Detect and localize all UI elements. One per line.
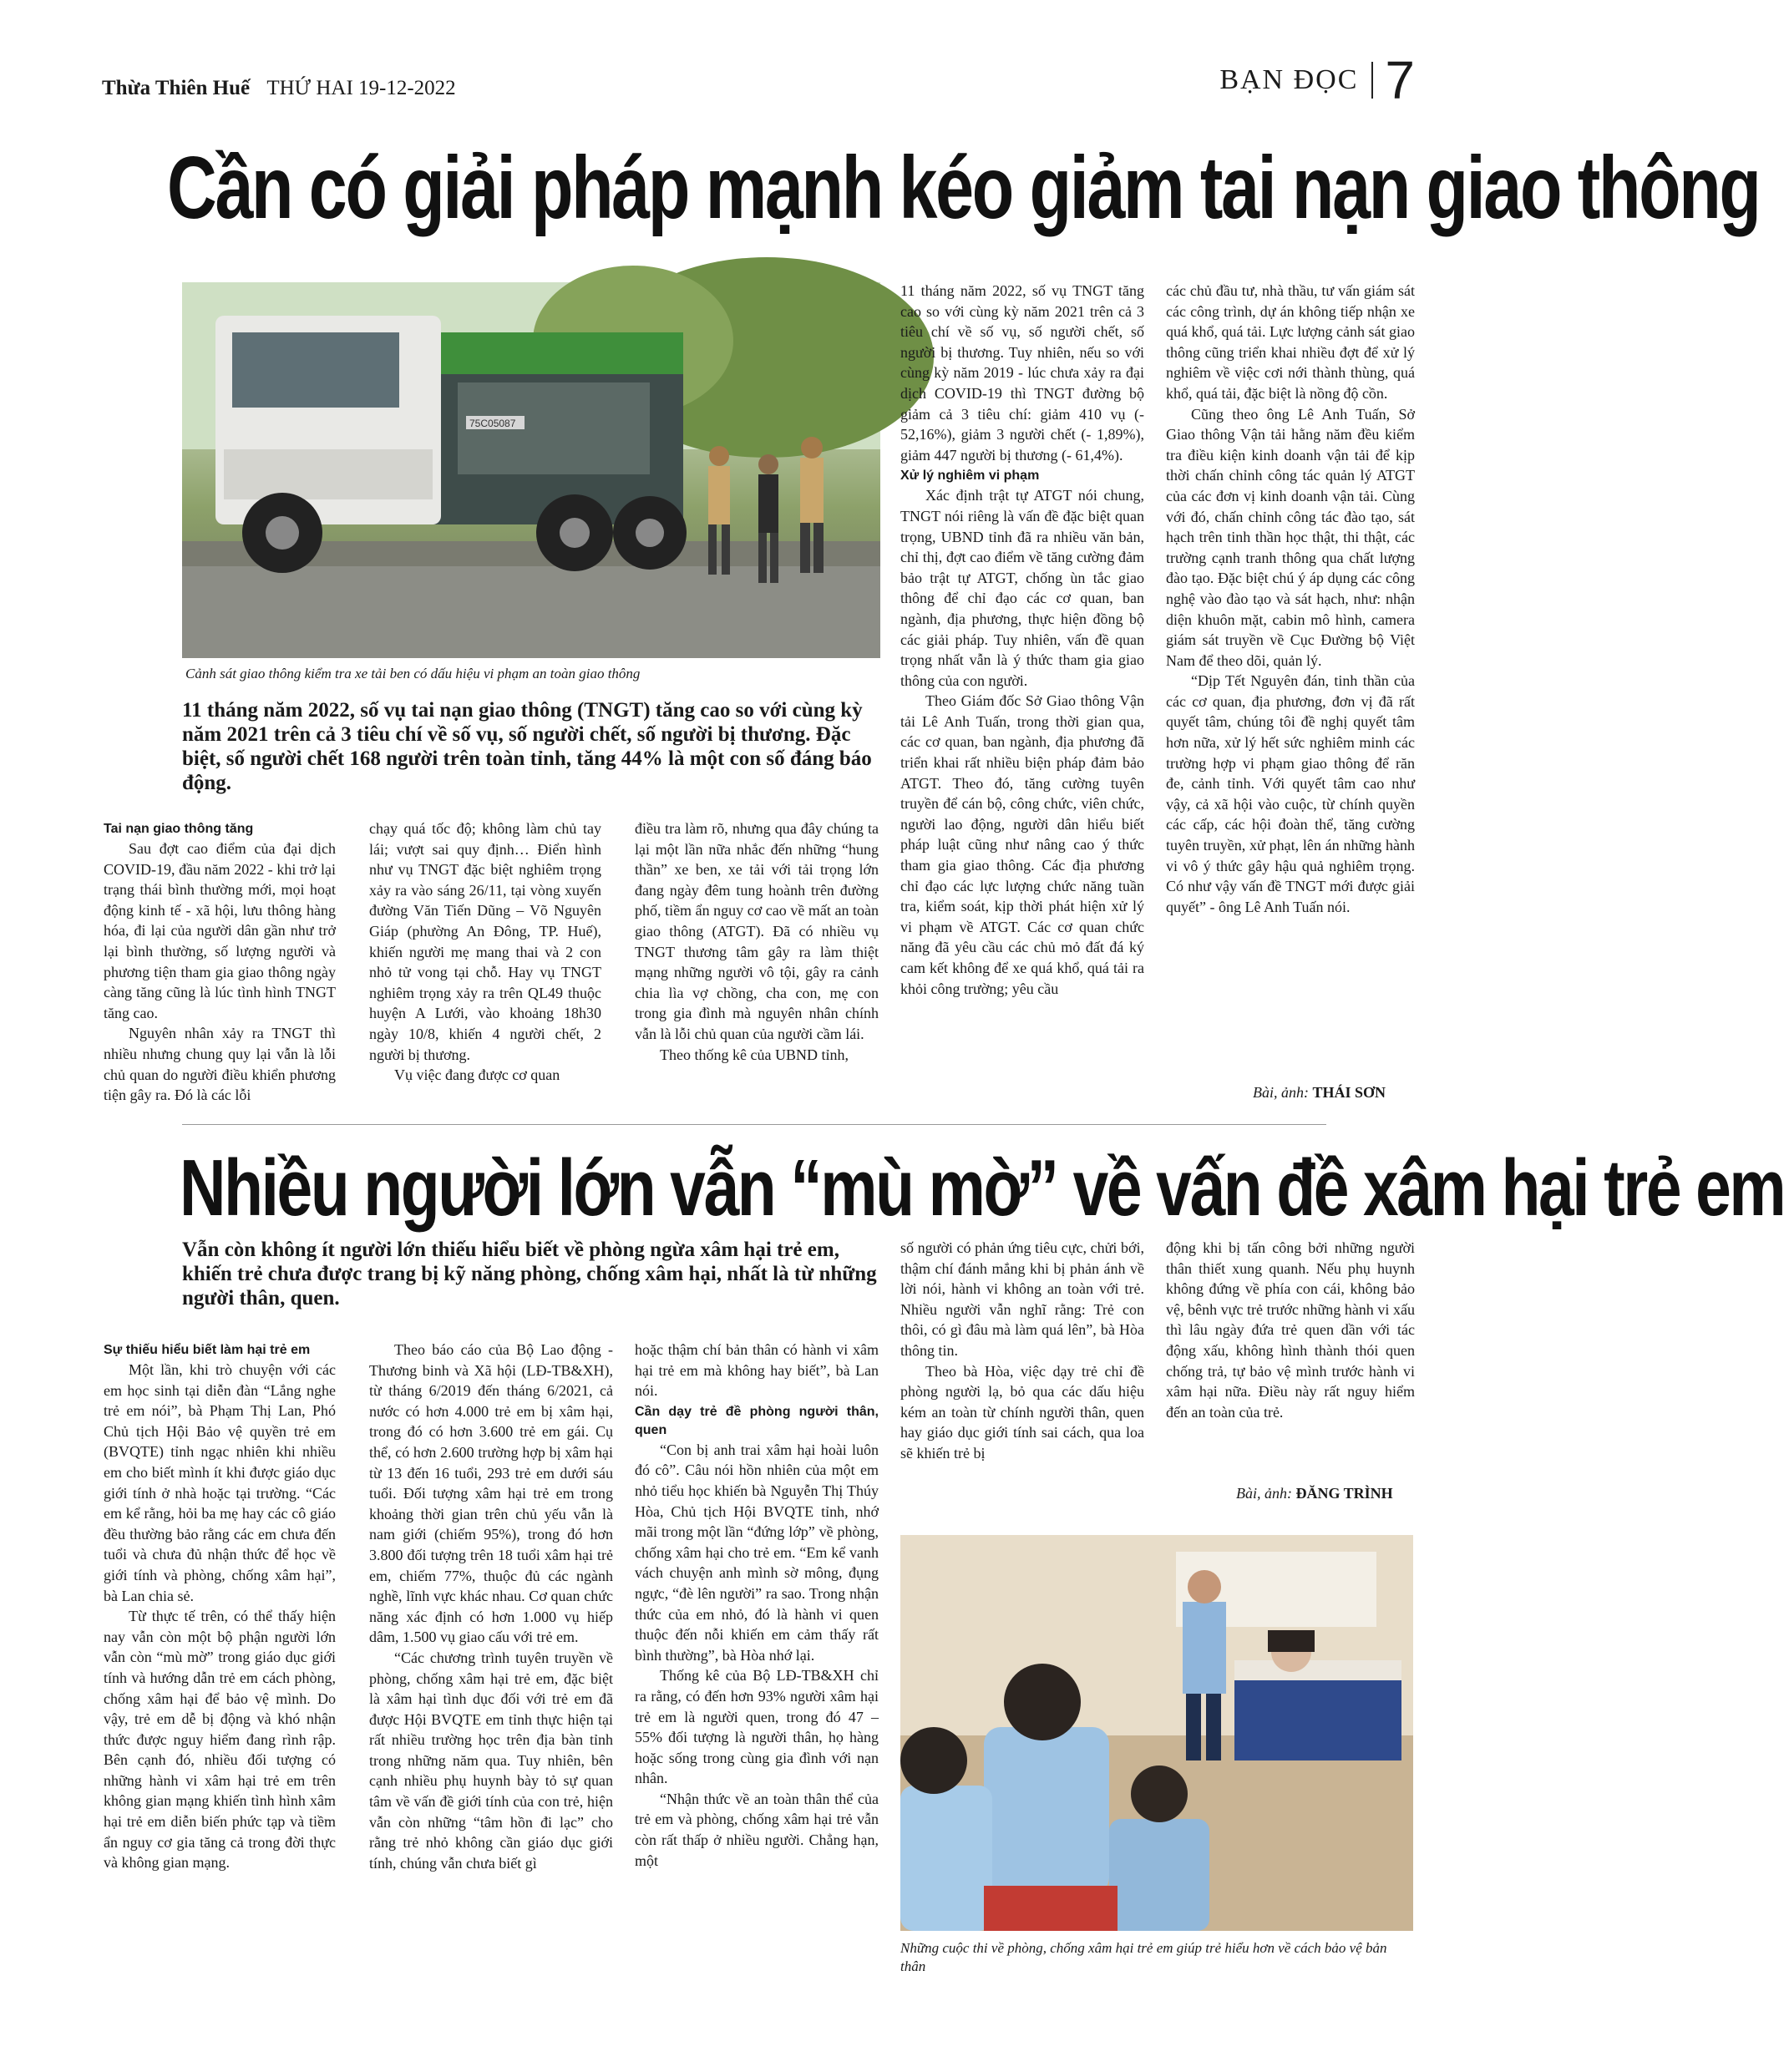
- paragraph: Một lần, khi trò chuyện với các em học sinh tại diễn đàn “Lắng nghe trẻ em nói”, bà Phạm Thị Lan, Phó Chủ tịch Hội Bảo vệ quyền trẻ em (BVQTE) tỉnh ngạc nhiên khi nhiều em cho biết mình ít khi được giáo dục giới tính ở nhà hoặc tại trường. “Các em kể rằng, hỏi ba mẹ hay các cô giáo đều thường bảo rằng các em chưa đến tuổi và chưa đủ nhận thức để học về giới tính và phòng, chống xâm hại”, bà Lan chia sẻ.: [104, 1361, 336, 1604]
- article2-column-5: [1166, 1238, 1415, 1422]
- subhead: Xử lý nghiêm vi phạm: [900, 469, 1040, 484]
- paper-name: Thừa Thiên Huế: [102, 77, 251, 99]
- paragraph: Xác định trật tự ATGT nói chung, TNGT nói riêng là vấn đề đặc biệt quan trọng, UBND tỉnh đã ra nhiều văn bản, chỉ thị, đợt cao điểm về tăng cường đảm bảo trật tự ATGT, chống ùn tắc giao thông để chỉ đạo các cơ quan, ban ngành, địa phương, thực hiện đồng bộ các giải pháp. Tuy nhiên, vấn đề quan trọng nhất vẫn là ý thức tham gia giao thông của con người.: [900, 487, 1144, 689]
- article1-headline: Cần có giải pháp mạnh kéo giảm tai nạn giao thông: [167, 139, 1760, 237]
- paragraph: điều tra làm rõ, nhưng qua đây chúng ta lại một lần nữa nhắc đến những “hung thần” xe ben, xe tải với tải trọng lớn đang ngày đêm tung hoành trên đường phố, tiềm ẩn nguy cơ cao về mất an toàn giao thông (ATGT). Đã có nhiều vụ TNGT thương tâm gây ra làm thiệt mạng những người vô tội, gây ra cảnh chia lìa vợ chồng, cha con, mẹ con trong gia đình mà nguyên nhân chính vẫn là lỗi chủ quan của người cầm lái.: [635, 820, 879, 1042]
- paragraph: Theo bà Hòa, việc dạy trẻ chỉ đề phòng người lạ, bỏ qua các dấu hiệu kém an toàn từ chính người thân, quen hay giáo dục giới tính sai cách, qua loa sẽ khiến trẻ bị: [900, 1362, 1144, 1462]
- subhead: Tai nạn giao thông tăng: [104, 822, 254, 836]
- article2-column-2: [369, 1340, 613, 1873]
- paragraph: Theo báo cáo của Bộ Lao động - Thương binh và Xã hội (LĐ-TB&XH), từ tháng 6/2019 đến tháng 6/2021, cả nước có hơn 4.000 trẻ em bị xâm hại, trong đó có hơn 3.600 trẻ em gái. Cụ thể, có hơn 2.600 trường hợp bị xâm hại từ 13 đến 16 tuổi, 293 trẻ em dưới sáu tuổi. Đối tượng xâm hại trẻ em trong khoảng thời gian trên chủ yếu vẫn là nam giới (chiếm 95%), trong đó hơn 3.800 đối tượng trên 18 tuổi xâm hại trẻ em, chiếm 77%, thuộc đủ các ngành nghề, lĩnh vực khác nhau. Cơ quan chức năng xác định có hơn 1.000 vụ hiếp dâm, 1.500 vụ giao cấu với trẻ em.: [369, 1341, 613, 1646]
- article2-photo-caption: Những cuộc thi về phòng, chống xâm hại trẻ em giúp trẻ hiểu hơn về cách bảo vệ bản thân: [900, 1940, 1387, 1974]
- subhead: Sự thiếu hiểu biết làm hại trẻ em: [104, 1343, 311, 1357]
- byline-author: THÁI SƠN: [1312, 1084, 1386, 1101]
- paragraph: Thống kê của Bộ LĐ-TB&XH chỉ ra rằng, có đến hơn 93% người xâm hại trẻ em là người quen, trong đó 47 – 55% đối tượng là người thân, họ hàng hoặc sống trong cùng gia đình với nạn nhân.: [635, 1667, 879, 1787]
- paragraph: “Dịp Tết Nguyên đán, tinh thần của các cơ quan, địa phương, đơn vị đã rất quyết tâm, chúng tôi đề nghị quyết tâm hơn nữa, xử lý hết sức nghiêm minh các trường hợp vi phạm giao thông để răn đe, cảnh tỉnh. Với quyết tâm cao như vậy, cả xã hội vào cuộc, từ chính quyền các cấp, các hội đoàn thể, tăng cường tuyên truyền, xử phạt, lên án những hành vi vô ý thức gây hậu quả nghiêm trọng. Có như vậy vấn đề TNGT mới được giải quyết” - ông Lê Anh Tuấn nói.: [1166, 672, 1415, 915]
- page-number: 7: [1385, 50, 1415, 110]
- section-name: BẠN ĐỌC: [1219, 62, 1373, 99]
- byline-label: Bài, ảnh:: [1253, 1084, 1309, 1101]
- paragraph: hoặc thậm chí bản thân có hành vi xâm hại trẻ em mà không hay biết”, bà Lan nói.: [635, 1341, 879, 1400]
- byline-label: Bài, ảnh:: [1236, 1485, 1292, 1502]
- masthead: [102, 77, 456, 100]
- paragraph: “Các chương trình tuyên truyền về phòng, chống xâm hại trẻ em, đặc biệt là xâm hại tình dục đối với trẻ em đã được Hội BVQTE em tỉnh thực hiện tại rất nhiều trường học trên địa bàn tỉnh trong những năm qua. Tuy nhiên, bên cạnh nhiều phụ huynh bày tỏ sự quan tâm về vấn đề giới tính của con trẻ, hiện vẫn còn những “tâm hồn đi lạc” cho rằng trẻ nhỏ không cần giáo dục giới tính, chúng vẫn chưa biết gì: [369, 1649, 613, 1872]
- subhead: Cần dạy trẻ đề phòng người thân, quen: [635, 1404, 879, 1437]
- paragraph: Theo Giám đốc Sở Giao thông Vận tải Lê Anh Tuấn, trong thời gian qua, các cơ quan, ban ngành, địa phương đã triển khai rất nhiều biện pháp đảm bảo ATGT. Theo đó, tăng cường tuyên truyền để cán bộ, công chức, viên chức, người lao động, người dân hiểu biết pháp luật cũng như nâng cao ý thức tham gia giao thông. Các địa phương chỉ đạo các lực lượng chức năng tuần tra, kiểm soát, kịp thời phát hiện xử lý vi phạm về ATGT. Các cơ quan chức năng đã yêu cầu các chủ mỏ đất đá ký cam kết không để xe quá khổ, quá tải ra khỏi công trường; yêu cầu: [900, 692, 1144, 997]
- students-photo: [900, 1535, 1413, 1931]
- paragraph: chạy quá tốc độ; không làm chủ tay lái; vượt sai quy định… Điển hình như vụ TNGT đặc biệt nghiêm trọng xảy ra vào sáng 26/11, tại vòng xuyến đường Văn Tiến Dũng – Võ Nguyên Giáp (phường An Đông, TP. Huế), khiến người mẹ mang thai và 2 con nhỏ tử vong tại chỗ. Hay vụ TNGT nghiêm trọng xảy ra trên QL49 thuộc huyện A Lưới, vào khoảng 18h30 ngày 10/8, khiến 4 người chết, 2 người bị thương.: [369, 820, 601, 1063]
- article1-column-5: [1166, 281, 1415, 917]
- truck-photo: [182, 282, 880, 658]
- article1-photo-caption: Cảnh sát giao thông kiểm tra xe tải ben có dấu hiệu vi phạm an toàn giao thông: [185, 666, 641, 681]
- article1-column-4: [900, 281, 1144, 999]
- article2-lead: Vẫn còn không ít người lớn thiếu hiểu biết về phòng ngừa xâm hại trẻ em, khiến trẻ chưa được trang bị kỹ năng phòng, chống xâm hại, nhất là từ những người thân, quen.: [182, 1239, 877, 1310]
- article1-lead: 11 tháng năm 2022, số vụ tai nạn giao thông (TNGT) tăng cao so với cùng kỳ năm 2021 trên cả 3 tiêu chí về số vụ, số người chết, số người bị thương. Đặc biệt, số người chết 168 người trên toàn tỉnh, tăng 44% là một con số đáng báo động.: [182, 699, 872, 794]
- paragraph: Sau đợt cao điểm của đại dịch COVID-19, đầu năm 2022 - khi trở lại trạng thái bình thường mới, mọi hoạt động kinh tế - xã hội, lưu thông hàng hóa, đi lại của người dân gần như trở lại bình thường, số lượng người và phương tiện tham gia giao thông ngày càng tăng cũng là lúc tình hình TNGT tăng cao.: [104, 840, 336, 1021]
- paragraph: động khi bị tấn công bởi những người thân thiết xung quanh. Nếu phụ huynh không đứng về phía con cái, không bảo vệ, bênh vực trẻ trước những hành vi xấu thì lâu ngày đứa trẻ quen dần với tác động xấu, không hình thành thói quen chống trả, tự bảo vệ mình trước hành vi xâm hại nữa. Điều này rất nguy hiểm đến an toàn của trẻ.: [1166, 1239, 1415, 1421]
- article1-byline: [1253, 1084, 1386, 1102]
- paragraph: 11 tháng năm 2022, số vụ TNGT tăng cao so với cùng kỳ năm 2021 trên cả 3 tiêu chí về số vụ, số người chết, số người bị thương. Tuy nhiên, nếu so với cùng kỳ năm 2019 - lúc chưa xảy ra đại dịch COVID-19 thì TNGT đường bộ giảm cả 3 tiêu chí: giảm 410 vụ (- 52,16%), giảm 3 người chết (- 1,89%), giảm 447 người bị thương (- 61,4%).: [900, 282, 1144, 464]
- article1-column-3: [635, 818, 879, 1065]
- paragraph: số người có phản ứng tiêu cực, chửi bới, thậm chí đánh mắng khi bị phản ánh về lời nói, hành vi không an toàn với trẻ. Nhiều người vẫn nghĩ rằng: Trẻ con thôi, có gì đâu mà làm quá lên”, bà Hòa thông tin.: [900, 1239, 1144, 1359]
- section-header: [1219, 50, 1415, 110]
- paragraph: “Con bị anh trai xâm hại hoài luôn đó cô”. Câu nói hồn nhiên của một em nhỏ tiểu học khiến bà Nguyễn Thị Thúy Hòa, Chủ tịch Hội BVQTE tỉnh, nhớ mãi trong một lần “đứng lớp” về phòng, chống xâm hại cho trẻ em. “Em kể vanh vách chuyện anh mình sờ mông, đụng ngực, “đè lên người” ra sao. Trong nhận thức của em nhỏ, đó là hành vi quen thuộc đến nỗi khiến em cảm thấy rất bình thường”, bà Hòa nhớ lại.: [635, 1441, 879, 1664]
- article2-headline: Nhiều người lớn vẫn “mù mờ” về vấn đề xâm hại trẻ em: [180, 1143, 1784, 1233]
- paragraph: các chủ đầu tư, nhà thầu, tư vấn giám sát các công trình, dự án không tiếp nhận xe quá khổ, quá tải. Lực lượng cảnh sát giao thông cũng triển khai nhiều đợt để xử lý nghiêm về việc cơi nới thành thùng, quá khổ, quá tải, đặc biệt là nồng độ cồn.: [1166, 282, 1415, 402]
- article2-byline: [1236, 1485, 1393, 1502]
- paragraph: Theo thống kê của UBND tỉnh,: [660, 1046, 849, 1063]
- article2-column-3: [635, 1340, 879, 1871]
- article2-column-4: [900, 1238, 1144, 1464]
- article2-column-1: [104, 1340, 336, 1873]
- paragraph: Cũng theo ông Lê Anh Tuấn, Sở Giao thông Vận tải hằng năm đều kiểm tra điều kiện kinh doanh vận tải để kịp thời chấn chỉnh công tác quản lý ATGT của các đơn vị kinh doanh vận tải. Cùng với đó, chấn chỉnh công tác đào tạo, sát hạch trên tinh thần học thật, thi thật, các trường cạnh tranh thông qua chất lượng đào tạo. Đặc biệt chú ý áp dụng các công nghệ vào đào tạo và sát hạch, như: nhận diện khuôn mặt, cabin mô hình, camera giám sát truyền về Cục Đường bộ Việt Nam để theo dõi, quản lý.: [1166, 405, 1415, 669]
- issue-date: THỨ HAI 19-12-2022: [266, 77, 456, 99]
- article1-column-1: [104, 818, 336, 1106]
- byline-author: ĐĂNG TRÌNH: [1295, 1485, 1393, 1502]
- article1-column-2: [369, 818, 601, 1086]
- paragraph: Từ thực tế trên, có thể thấy hiện nay vẫn còn một bộ phận người lớn vẫn còn “mù mờ” trong giáo dục giới tính và hướng dẫn trẻ em cách phòng, chống xâm hại để bảo vệ mình. Do vậy, trẻ em dễ bị động và khó nhận thức được nguy hiểm đang rình rập. Bên cạnh đó, nhiều đối tượng có những hành vi xâm hại trẻ em trên không gian mạng khiến tình hình xâm hại trẻ em diễn biến phức tạp và tiềm ẩn nguy cơ gia tăng cả trong đời thực và không gian mạng.: [104, 1608, 336, 1872]
- students-photo-illustration: [900, 1535, 1413, 1931]
- paragraph: Nguyên nhân xảy ra TNGT thì nhiều nhưng chung quy lại vẫn là lỗi chủ quan do người điều khiển phương tiện gây ra. Đó là các lỗi: [104, 1025, 336, 1104]
- truck-photo-illustration: [182, 282, 880, 658]
- article-divider: [182, 1124, 1326, 1125]
- truck-plate: 75C05087: [469, 418, 516, 429]
- paragraph: “Nhận thức về an toàn thân thể của trẻ em và phòng, chống xâm hại trẻ vẫn còn rất thấp ở nhiều người. Chẳng hạn, một: [635, 1790, 879, 1869]
- paragraph: Vụ việc đang được cơ quan: [394, 1066, 560, 1084]
